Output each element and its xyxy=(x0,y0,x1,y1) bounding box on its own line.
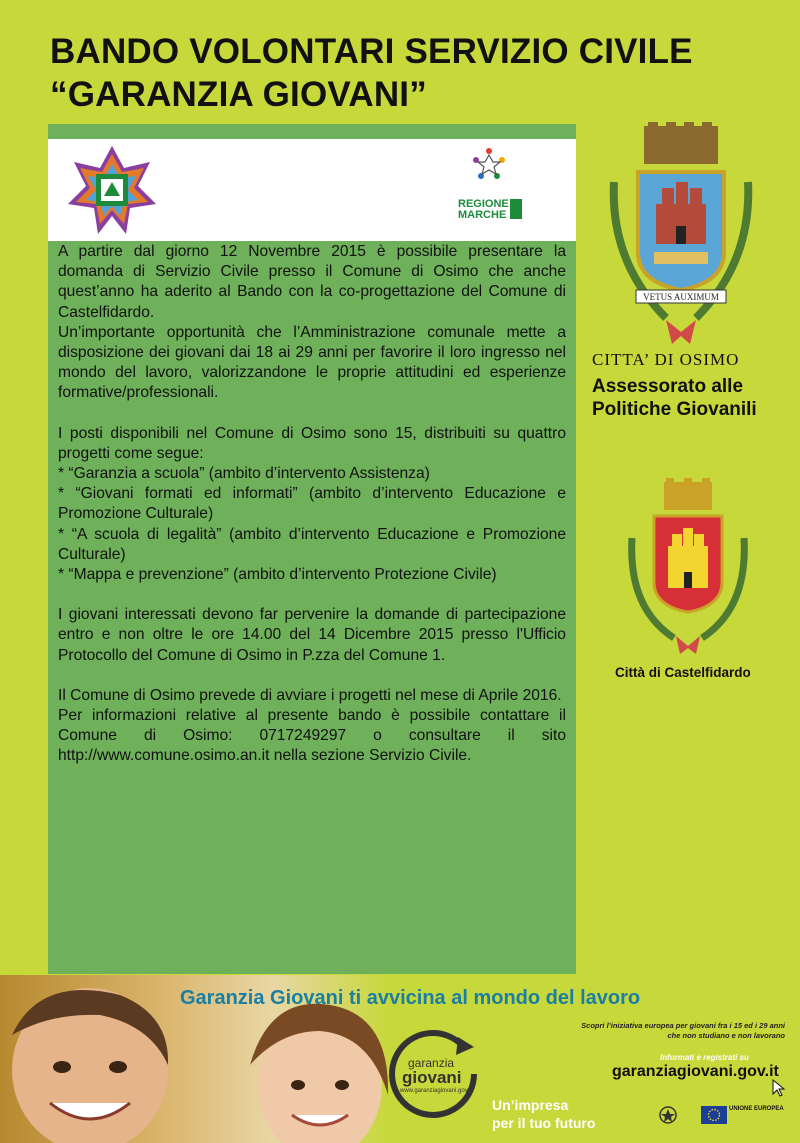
eu-flag-icon xyxy=(701,1106,727,1124)
register-note: Informati e registrati su xyxy=(660,1053,749,1062)
tagline-line1: Un’impresa xyxy=(492,1097,569,1113)
gg-logo-word1: garanzia xyxy=(408,1056,455,1070)
project-item: * “Garanzia a scuola” (ambito d’intervento Assistenza) xyxy=(58,465,430,483)
italian-republic-emblem-icon xyxy=(654,1105,682,1125)
project-item: * “A scuola di legalità” (ambito d’intervento Educazione e Promozione Culturale) xyxy=(58,525,566,563)
project-item: * “Mappa e prevenzione” (ambito d’intervento Protezione Civile) xyxy=(58,566,497,584)
footer-slogan: Garanzia Giovani ti avvicina al mondo del lavoro xyxy=(180,987,641,1009)
paragraph-deadline: I giovani interessati devono far pervenire la domande di partecipazione entro e non oltre le ore 14.00 del 14 Dicembre 2015 presso l'Ufficio Protocollo del Comune di Osimo in P.zza del Comune 1. xyxy=(58,606,566,664)
page-title xyxy=(50,30,770,116)
eu-label: UNIONE EUROPEA xyxy=(729,1106,784,1112)
regione-marche-badge-icon xyxy=(510,199,522,219)
osimo-motto: VETUS AUXIMUM xyxy=(643,292,719,302)
paragraph-contact: Per informazioni relative al presente bando è possibile contattare il Comune di Osimo: 0717249297 o consultare il sito http://www.comune.osimo.an.it nella sezione Servizio Civile. xyxy=(58,707,566,765)
footer-info xyxy=(560,1021,785,1041)
regione-marche-label xyxy=(458,199,509,221)
gg-logo-word2: giovani xyxy=(402,1068,462,1087)
register-link[interactable]: garanziagiovani.gov.it xyxy=(612,1063,779,1080)
announcement-body xyxy=(58,242,566,767)
osimo-department xyxy=(592,375,757,421)
footer-info-line1: Scopri l’iniziativa europea per giovani fra i 15 ed i 29 anni xyxy=(581,1021,785,1030)
regione-label-line1: REGIONE xyxy=(458,198,509,210)
castelfidardo-coat-of-arms-icon xyxy=(622,478,754,656)
garanzia-giovani-star-icon xyxy=(66,144,158,236)
regione-label-line2: MARCHE xyxy=(458,209,507,221)
tagline-line2: per il tuo futuro xyxy=(492,1115,596,1131)
footer-info-line2: che non studiano e non lavorano xyxy=(667,1031,785,1040)
title-line-1: BANDO VOLONTARI SERVIZIO CIVILE xyxy=(50,32,693,71)
title-line-2: “GARANZIA GIOVANI” xyxy=(50,75,427,114)
paragraph-start: Il Comune di Osimo prevede di avviare i progetti nel mese di Aprile 2016. xyxy=(58,686,562,704)
footer-banner xyxy=(0,975,800,1143)
osimo-dept-line2: Politiche Giovanili xyxy=(592,399,757,420)
paragraph-intro: A partire dal giorno 12 Novembre 2015 è possibile presentare la domanda di Servizio Civile presso il Comune di Osimo che anche quest’anno ha aderito al Bando con la co-progettazione del Comune di Castelfidardo. xyxy=(58,243,566,321)
project-item: * “Giovani formati ed informati” (ambito d’intervento Educazione e Promozione Culturale) xyxy=(58,485,566,523)
regione-marche-star-icon xyxy=(472,147,506,181)
paragraph-posts: I posti disponibili nel Comune di Osimo sono 15, distribuiti su quattro progetti come segue: xyxy=(58,424,566,462)
logo-strip xyxy=(48,139,576,241)
osimo-dept-line1: Assessorato alle xyxy=(592,376,744,397)
gg-logo-url: www.garanziagiovani.gov.it xyxy=(400,1088,472,1094)
osimo-coat-of-arms-icon xyxy=(606,122,756,347)
castelfidardo-label: Città di Castelfidardo xyxy=(615,665,751,680)
paragraph-opportunity: Un’importante opportunità che l’Amministrazione comunale mette a disposizione dei giovani dai 18 ai 29 anni per favorire il loro ingresso nel mondo del lavoro, valorizzandone le proprie attitudini ed esperienze formative/professionali. xyxy=(58,323,566,402)
announcement-panel xyxy=(48,124,576,974)
osimo-city-label: CITTA’ DI OSIMO xyxy=(592,350,740,369)
cursor-icon xyxy=(772,1079,786,1097)
